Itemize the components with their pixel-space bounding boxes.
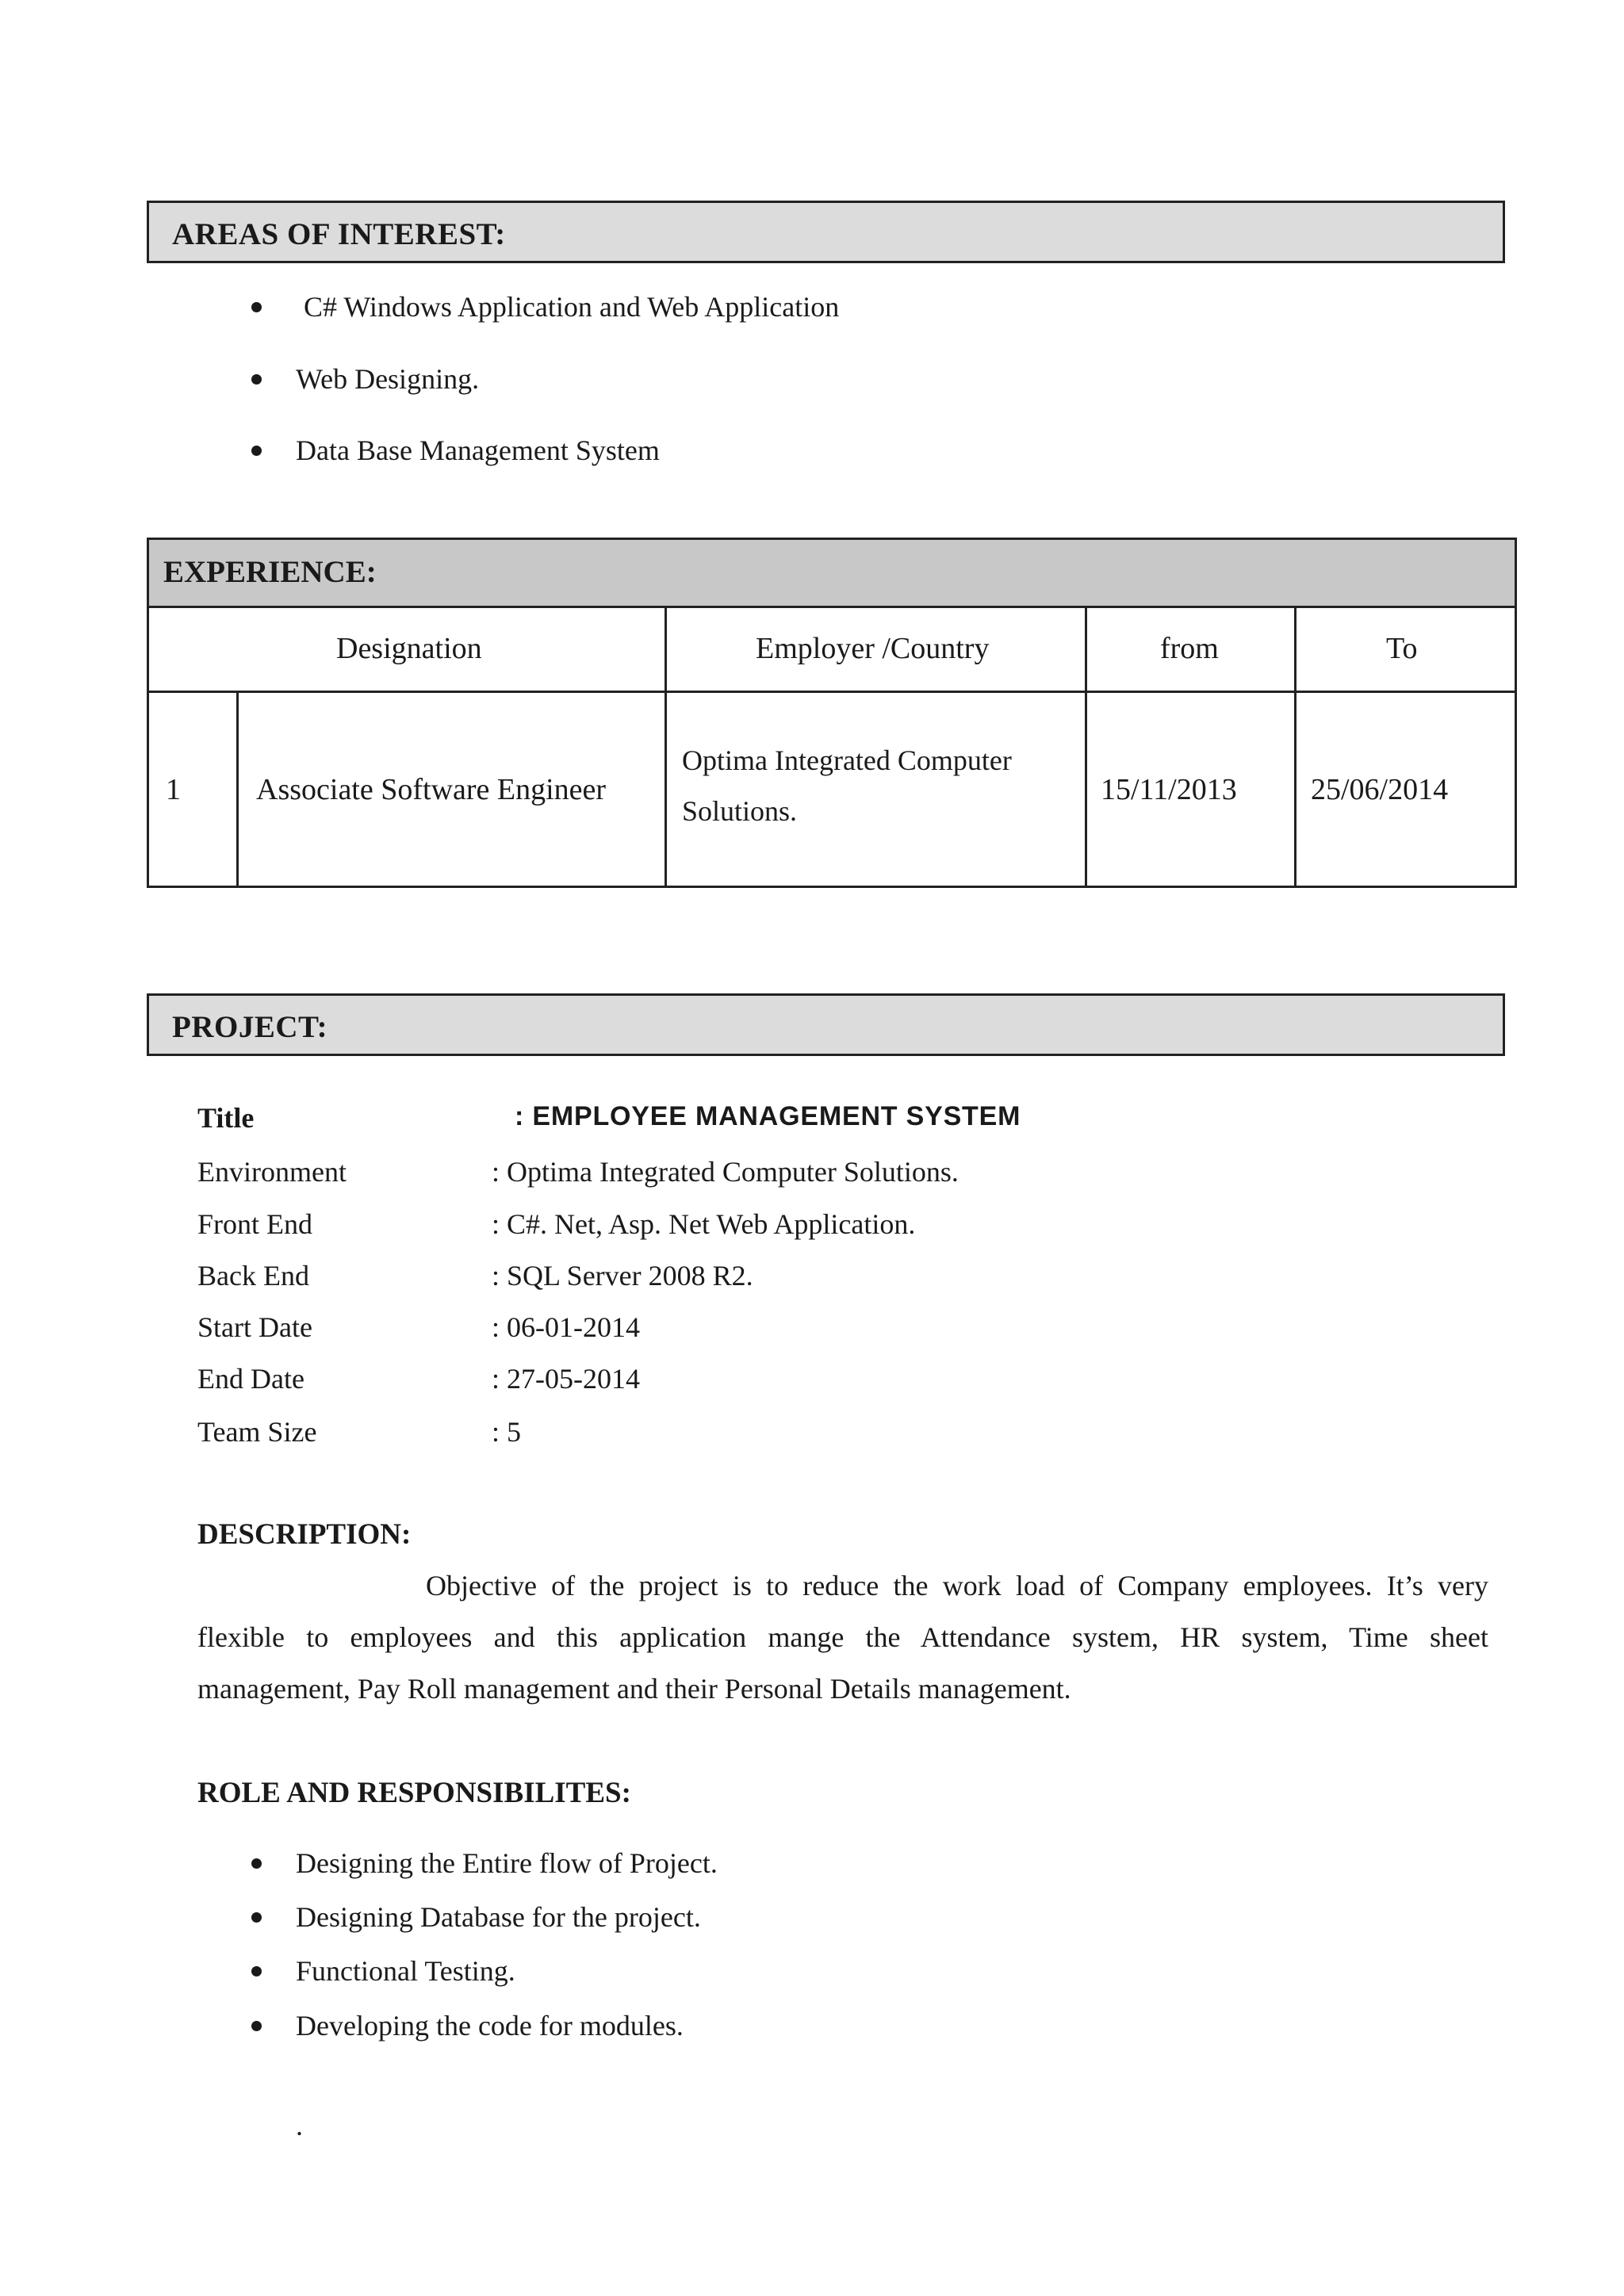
detail-value-back-end: : SQL Server 2008 R2. <box>492 1260 753 1292</box>
list-item: Data Base Management System <box>296 434 660 466</box>
list-item: Functional Testing. <box>296 1955 515 1987</box>
column-divider <box>1294 606 1297 886</box>
row-designation: Associate Software Engineer <box>256 773 607 806</box>
detail-label-start-date: Start Date <box>197 1311 312 1343</box>
bullet-icon <box>251 446 262 456</box>
bullet-icon <box>251 1858 262 1869</box>
column-header-designation: Designation <box>336 632 482 665</box>
list-item: C# Windows Application and Web Application <box>304 291 840 323</box>
column-divider <box>236 691 239 886</box>
experience-table <box>147 538 1517 888</box>
detail-value-environment: : Optima Integrated Computer Solutions. <box>492 1156 959 1188</box>
project-title-label: Title <box>197 1102 255 1134</box>
row-from-date: 15/11/2013 <box>1101 773 1237 806</box>
description-line: management, Pay Roll management and their Personal Details management. <box>197 1673 1071 1705</box>
bullet-icon <box>251 374 262 385</box>
list-item: Designing Database for the project. <box>296 1901 701 1933</box>
detail-value-team-size: : 5 <box>492 1416 522 1448</box>
trailing-period: . <box>296 2110 303 2141</box>
bullet-icon <box>251 1966 262 1976</box>
roles-heading: ROLE AND RESPONSIBILITES: <box>197 1777 631 1809</box>
areas-of-interest-header <box>147 201 1505 263</box>
description-line: Objective of the project is to reduce the work load of Company employees. It’s very <box>426 1570 1488 1601</box>
row-to-date: 25/06/2014 <box>1311 773 1449 806</box>
project-title-value: : EMPLOYEE MANAGEMENT SYSTEM <box>515 1101 1021 1131</box>
detail-label-back-end: Back End <box>197 1260 309 1292</box>
row-employer-line2: Solutions. <box>682 795 798 827</box>
list-item: Designing the Entire flow of Project. <box>296 1847 718 1879</box>
row-employer-line1: Optima Integrated Computer <box>682 744 1012 776</box>
bullet-icon <box>251 302 262 312</box>
bullet-icon <box>251 2021 262 2031</box>
detail-label-front-end: Front End <box>197 1208 313 1240</box>
detail-label-team-size: Team Size <box>197 1416 317 1448</box>
detail-value-front-end: : C#. Net, Asp. Net Web Application. <box>492 1208 916 1240</box>
list-item: Web Designing. <box>296 363 480 395</box>
detail-label-environment: Environment <box>197 1156 347 1188</box>
detail-label-end-date: End Date <box>197 1363 304 1395</box>
column-header-employer: Employer /Country <box>756 632 990 665</box>
column-divider <box>1085 606 1087 886</box>
experience-heading: EXPERIENCE: <box>163 555 377 589</box>
row-index: 1 <box>166 773 181 806</box>
areas-of-interest-heading: AREAS OF INTEREST: <box>172 217 506 251</box>
project-header <box>147 993 1505 1056</box>
column-header-to: To <box>1386 632 1418 665</box>
list-item: Developing the code for modules. <box>296 2010 684 2042</box>
description-line: flexible to employees and this application mange the Attendance system, HR system, Time sheet <box>197 1621 1488 1653</box>
description-heading: DESCRIPTION: <box>197 1518 412 1551</box>
detail-value-start-date: : 06-01-2014 <box>492 1311 640 1343</box>
experience-header <box>149 540 1515 608</box>
project-heading: PROJECT: <box>172 1010 328 1044</box>
table-row-divider <box>149 691 1515 693</box>
bullet-icon <box>251 1912 262 1923</box>
detail-value-end-date: : 27-05-2014 <box>492 1363 640 1395</box>
column-divider <box>665 606 667 886</box>
column-header-from: from <box>1160 632 1219 665</box>
